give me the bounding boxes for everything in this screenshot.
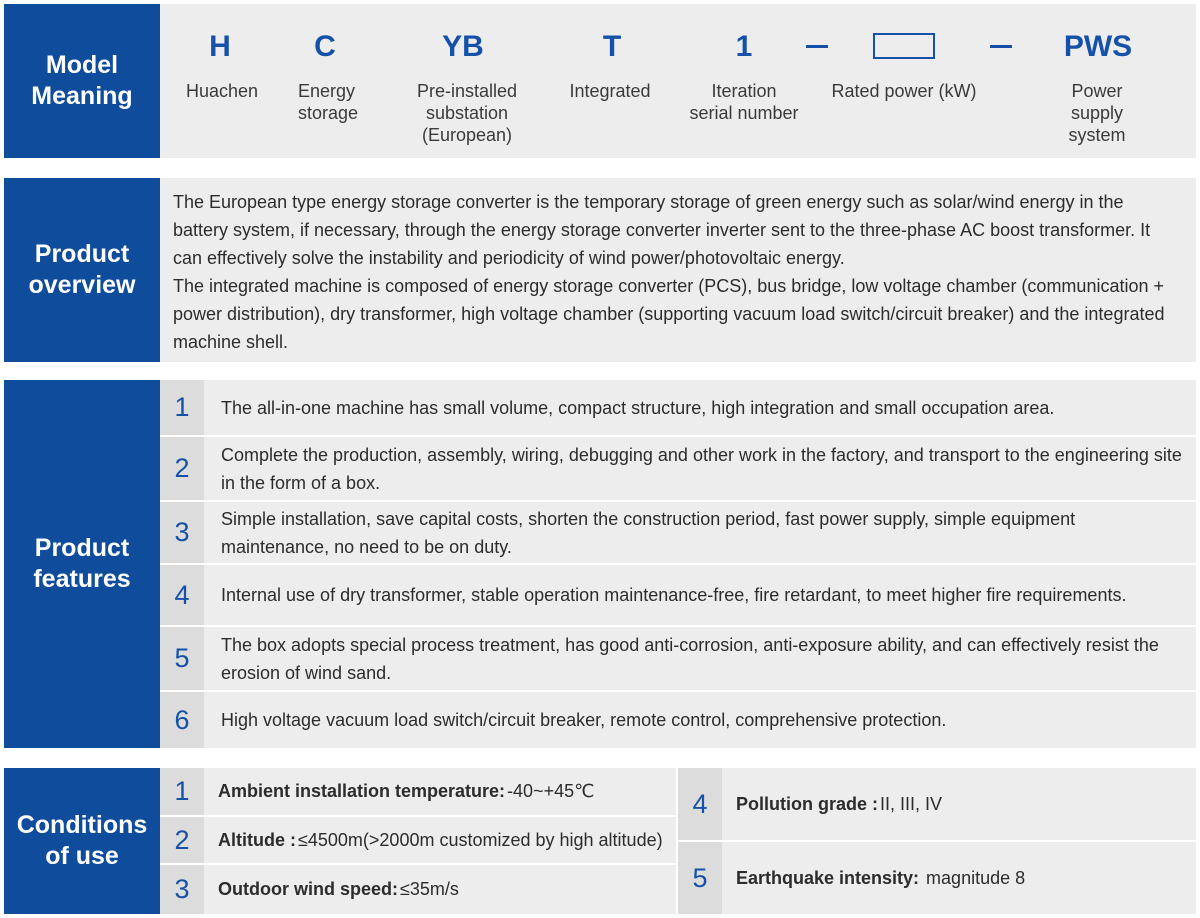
model-desc-iteration: Iteration serial number <box>689 81 799 123</box>
condition-item <box>678 768 1196 840</box>
condition-number: 3 <box>160 865 204 914</box>
feature-number: 5 <box>160 627 204 690</box>
condition-value: magnitude 8 <box>921 867 1026 888</box>
condition-text <box>204 865 676 914</box>
overview-paragraph-1: The European type energy storage converter is the temporary storage of green energy such as solar/wind energy in the battery system, if necessary, through the energy storage converter inverter sent to the three-phase AC boost transformer. It can effectively solve the instability and periodicity of wind power/photovoltaic energy. <box>173 192 1151 268</box>
feature-text: Complete the production, assembly, wiring, debugging and other work in the factory, and transport to the engineering site in the form of a box. <box>221 444 1182 493</box>
condition-item <box>160 768 676 815</box>
product-overview-text <box>173 188 1183 356</box>
feature-text: The box adopts special process treatment, has good anti-corrosion, anti-exposure ability, and can effectively resist the erosion of wind sand. <box>221 634 1159 683</box>
condition-text <box>722 842 1196 914</box>
feature-text: Simple installation, save capital costs, shorten the construction period, fast power supply, simple equipment maintenance, no need to be on duty. <box>221 508 1076 557</box>
condition-number: 2 <box>160 817 204 863</box>
model-desc-substation: Pre-installed substation (European) <box>416 81 518 145</box>
condition-key: Outdoor wind speed: <box>218 879 398 899</box>
model-dash-2 <box>990 45 1012 48</box>
feature-number: 6 <box>160 692 204 748</box>
feature-row <box>160 380 1196 435</box>
condition-text <box>722 768 1196 840</box>
feature-text: The all-in-one machine has small volume, compact structure, high integration and small occupation area. <box>221 397 1055 418</box>
model-desc-integrated: Integrated <box>569 81 651 101</box>
condition-item <box>160 817 676 863</box>
feature-row <box>160 565 1196 625</box>
feature-number: 4 <box>160 565 204 625</box>
condition-number: 4 <box>678 768 722 840</box>
conditions-of-use-label: Conditions of use <box>4 768 160 914</box>
model-code-t: T <box>602 30 622 63</box>
condition-value: -40~+45℃ <box>507 781 595 801</box>
model-desc-huachen: Huachen <box>185 81 259 101</box>
condition-item <box>678 842 1196 914</box>
model-meaning-label: Model Meaning <box>4 4 160 158</box>
condition-key: Altitude : <box>218 829 296 850</box>
condition-key: Earthquake intensity: <box>736 867 920 888</box>
feature-text: Internal use of dry transformer, stable operation maintenance-free, fire retardant, to meet higher fire requirements. <box>221 585 1127 605</box>
feature-number: 3 <box>160 502 204 563</box>
product-features-label: Product features <box>4 380 160 748</box>
product-overview-label: Product overview <box>4 178 160 362</box>
condition-key: Pollution grade : <box>736 793 878 814</box>
condition-number: 1 <box>160 768 204 815</box>
condition-value: ≤35m/s <box>400 879 459 899</box>
condition-item <box>160 865 676 914</box>
model-desc-rated-power: Rated power (kW) <box>831 81 977 101</box>
condition-value: ≤4500m(>2000m customized by high altitude) <box>298 829 663 850</box>
feature-text: High voltage vacuum load switch/circuit breaker, remote control, comprehensive protection. <box>221 710 947 730</box>
condition-text <box>204 817 676 863</box>
feature-row <box>160 502 1196 563</box>
condition-value: II, III, IV <box>880 793 943 814</box>
model-dash-1 <box>806 45 828 48</box>
condition-key: Ambient installation temperature: <box>218 781 506 801</box>
condition-number: 5 <box>678 842 722 914</box>
feature-number: 1 <box>160 380 204 435</box>
feature-row <box>160 437 1196 500</box>
overview-paragraph-2: The integrated machine is composed of energy storage converter (PCS), bus bridge, low voltage chamber (communication + power distribution), dry transformer, high voltage chamber (supporting vacuum load switch/circuit breaker) and the integrated machine shell. <box>173 276 1165 352</box>
feature-row <box>160 627 1196 690</box>
model-desc-power-supply: Power supply system <box>1068 81 1126 145</box>
model-code-yb: YB <box>442 30 484 63</box>
feature-row <box>160 692 1196 748</box>
model-code-h: H <box>209 30 231 63</box>
rated-power-box <box>873 33 935 59</box>
feature-number: 2 <box>160 437 204 500</box>
condition-text <box>204 768 676 815</box>
model-code-1: 1 <box>735 30 753 63</box>
model-code-pws: PWS <box>1063 30 1133 63</box>
model-code-c: C <box>314 30 336 63</box>
model-desc-energy-storage: Energy storage <box>297 81 359 123</box>
